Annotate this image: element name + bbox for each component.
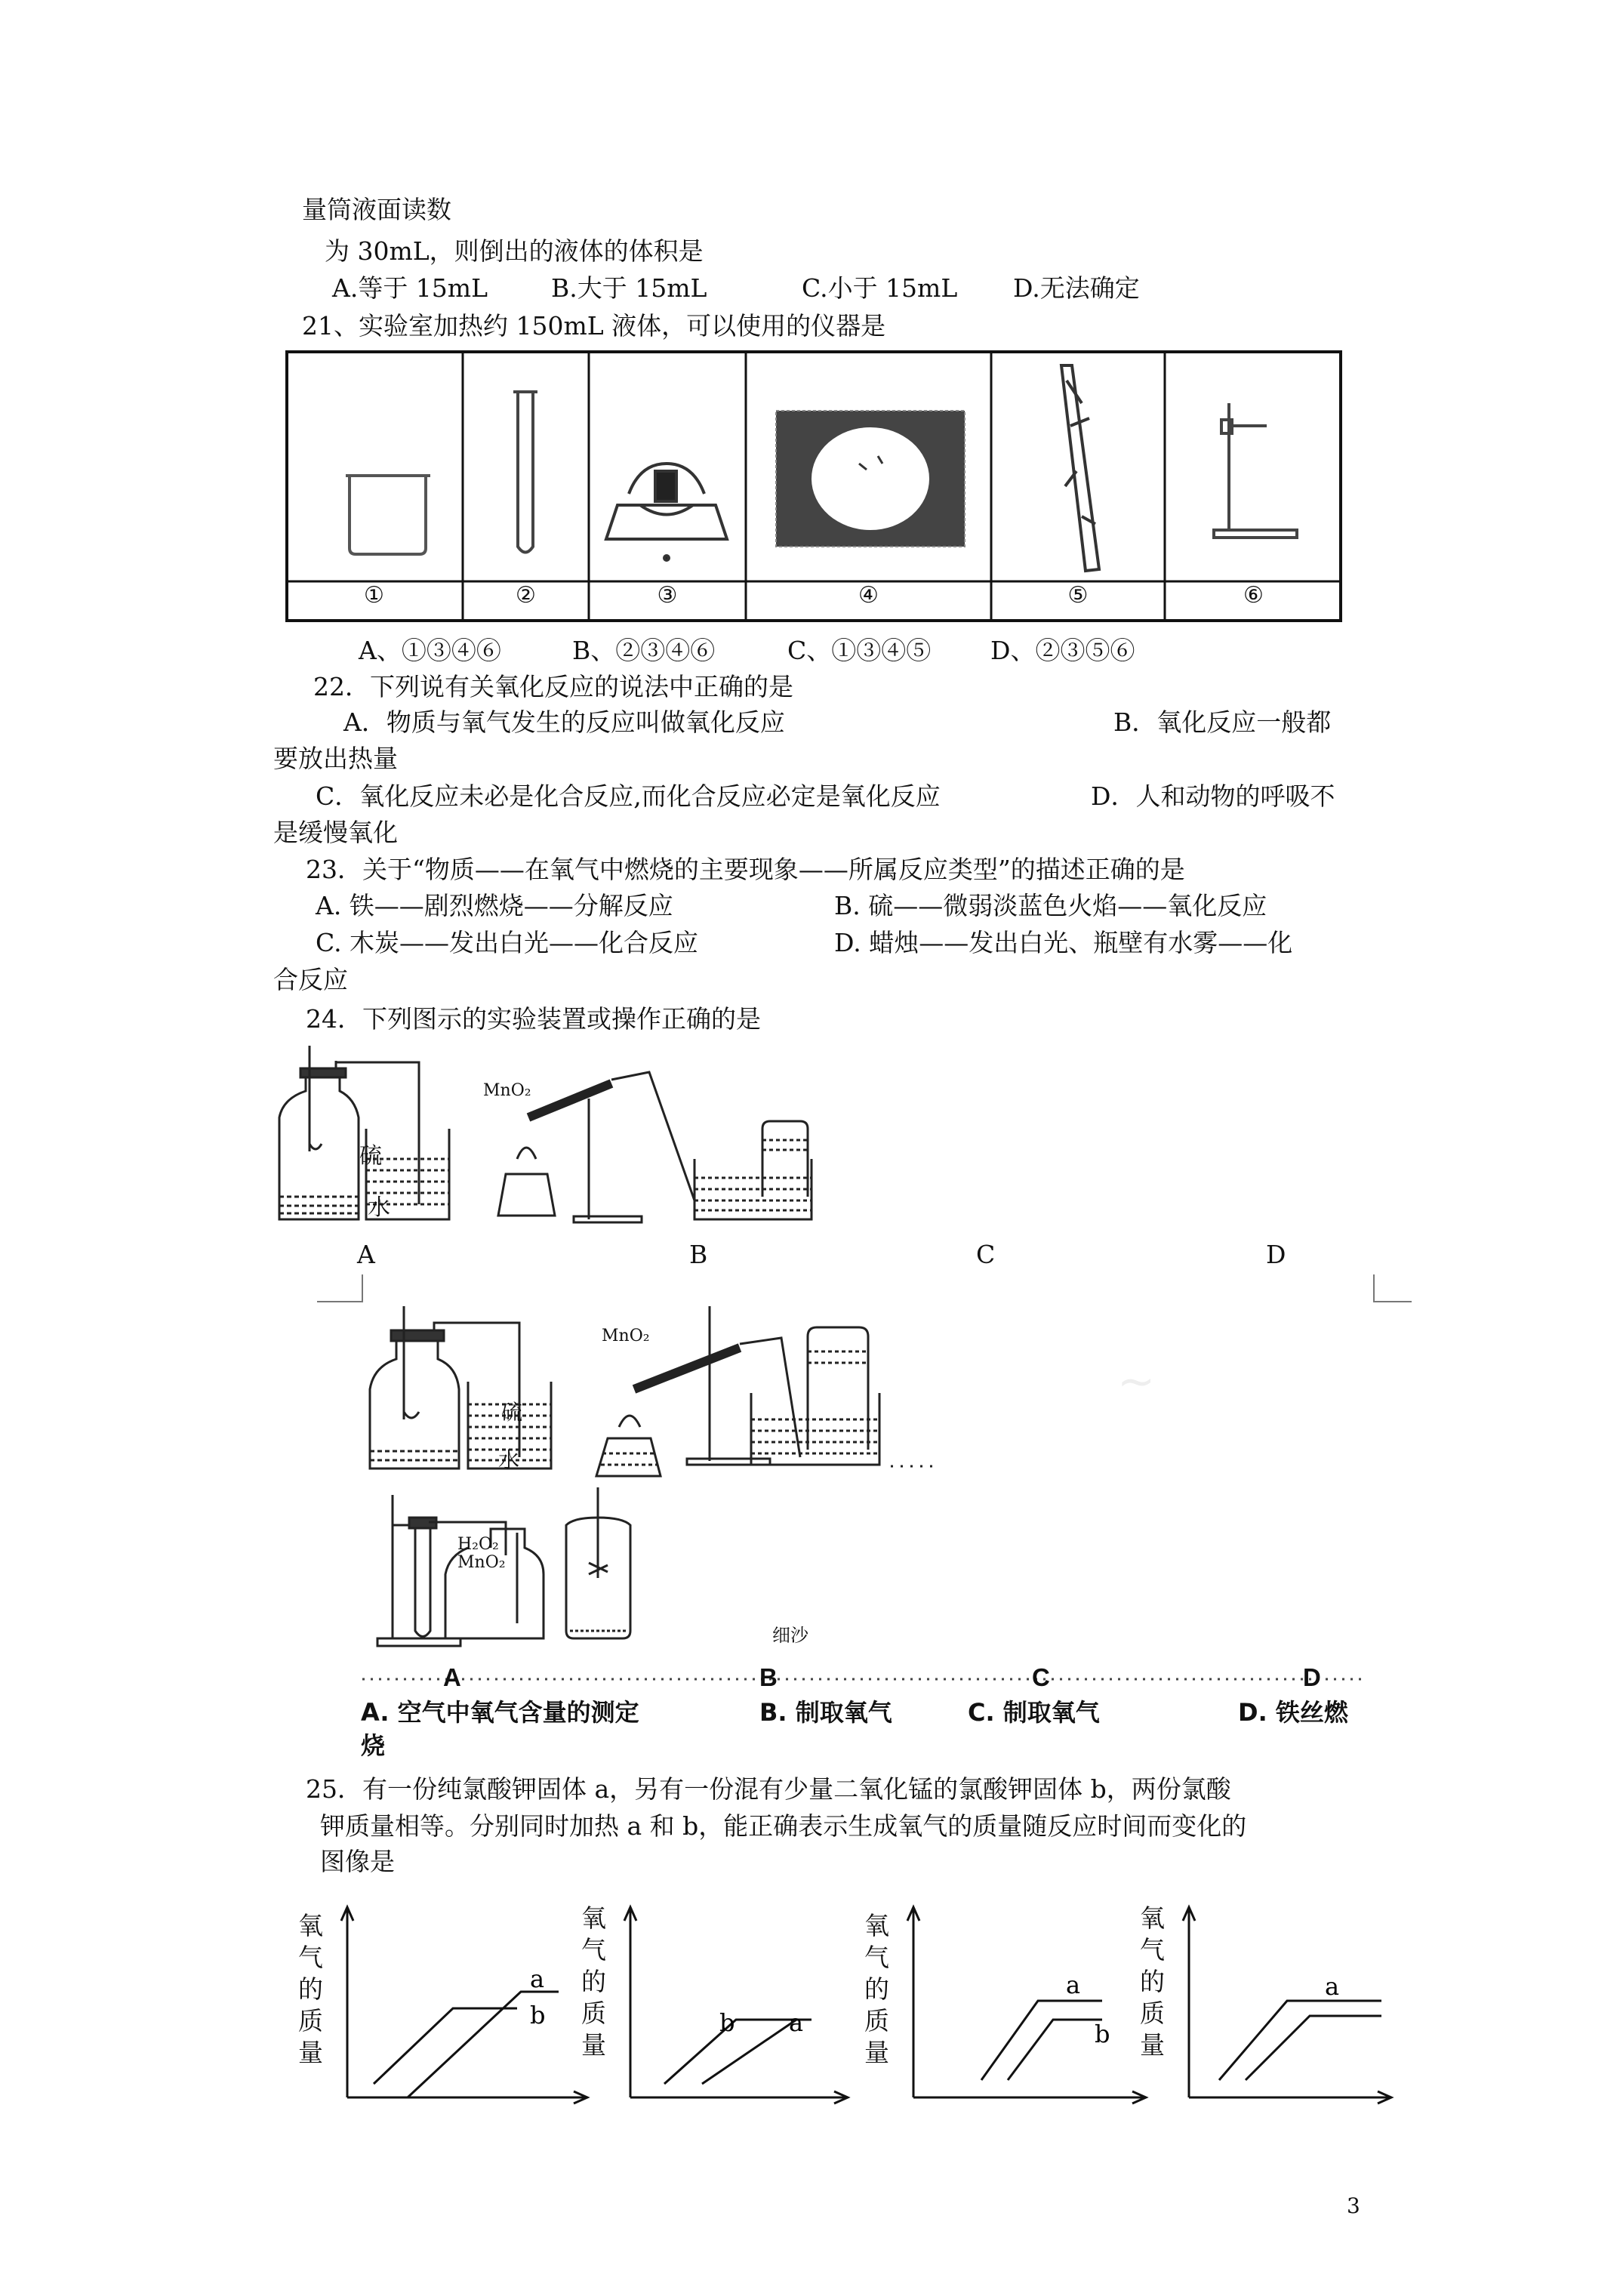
q23-stem: 23．关于“物质——在氧气中燃烧的主要现象——所属反应类型”的描述正确的是 bbox=[306, 855, 1185, 884]
q24-row-label-b: B bbox=[689, 1240, 708, 1269]
graph-2 bbox=[615, 1903, 857, 2129]
ylabel-char: 氧 bbox=[581, 1903, 606, 1933]
graph2-ylabel bbox=[581, 1903, 611, 2061]
graph-1 bbox=[332, 1903, 596, 2129]
q21-label-6: ⑥ bbox=[1243, 582, 1264, 609]
ylabel-char: 的 bbox=[1140, 1967, 1165, 1996]
q20-option-d: D.无法确定 bbox=[1013, 273, 1140, 303]
q24-row-label-a: A bbox=[357, 1240, 375, 1269]
wire-gauze-icon bbox=[776, 411, 965, 547]
q22-option-b-part1: B．氧化反应一般都 bbox=[1113, 707, 1332, 737]
graph-4 bbox=[1174, 1903, 1400, 2129]
graph3-label-a: a bbox=[1066, 1971, 1081, 1999]
ylabel-char: 量 bbox=[298, 2038, 323, 2067]
ylabel-char: 气 bbox=[298, 1943, 323, 1972]
crop-marks bbox=[317, 1274, 1412, 1305]
water-label: 水 bbox=[368, 1194, 390, 1221]
q21-label-3: ③ bbox=[657, 582, 678, 609]
q23-option-a: A. 铁——剧烈燃烧——分解反应 bbox=[316, 891, 673, 920]
q21-option-b: B、②③④⑥ bbox=[572, 636, 716, 665]
ylabel-char: 的 bbox=[864, 1974, 889, 2004]
q24-caption-wrap: 烧 bbox=[361, 1731, 386, 1760]
q20-option-b: B.大于 15mL bbox=[551, 273, 707, 303]
graph1-label-b: b bbox=[530, 2001, 546, 2029]
q24-caption-a: A. 空气中氧气含量的测定 bbox=[361, 1698, 639, 1727]
page-number: 3 bbox=[1347, 2193, 1360, 2218]
ylabel-char: 质 bbox=[1140, 1999, 1165, 2028]
graph4-label-a: a bbox=[1325, 1972, 1340, 2001]
ylabel-char: 质 bbox=[298, 2006, 323, 2036]
h2o2-label: H₂O₂ bbox=[457, 1535, 499, 1554]
iron-stand-icon bbox=[1214, 403, 1297, 538]
q21-instrument-table bbox=[285, 350, 1342, 622]
q25-line1: 25．有一份纯氯酸钾固体 a，另有一份混有少量二氧化锰的氯酸钾固体 b，两份氯酸 bbox=[306, 1774, 1231, 1804]
q24-fig-label-b: B bbox=[759, 1663, 778, 1691]
graph4-ylabel bbox=[1140, 1903, 1170, 2061]
q20-line1: 量筒液面读数 bbox=[302, 195, 451, 224]
q22-option-a: A．物质与氧气发生的反应叫做氧化反应 bbox=[343, 707, 785, 737]
ylabel-char: 气 bbox=[581, 1935, 606, 1965]
q25-line2: 钾质量相等。分别同时加热 a 和 b，能正确表示生成氧气的质量随反应时间而变化的 bbox=[320, 1811, 1247, 1841]
q24-row-label-d: D bbox=[1266, 1240, 1286, 1269]
ylabel-char: 质 bbox=[581, 1999, 606, 2028]
dotted-leader bbox=[362, 1676, 1366, 1682]
q21-label-5: ⑤ bbox=[1067, 582, 1089, 609]
ylabel-char: 氧 bbox=[864, 1911, 889, 1940]
q20-option-c: C.小于 15mL bbox=[802, 273, 958, 303]
sand-label: 细沙 bbox=[772, 1625, 808, 1646]
q21-option-c: C、①③④⑤ bbox=[787, 636, 932, 665]
ylabel-char: 氧 bbox=[1140, 1903, 1165, 1933]
q24-caption-b: B. 制取氧气 bbox=[759, 1698, 892, 1727]
q23-option-c: C. 木炭——发出白光——化合反应 bbox=[316, 928, 699, 957]
q21-label-4: ④ bbox=[858, 582, 879, 609]
alcohol-lamp-icon bbox=[606, 464, 727, 560]
q21-option-d: D、②③⑤⑥ bbox=[990, 636, 1135, 665]
q21-stem: 21、实验室加热约 150mL 液体，可以使用的仪器是 bbox=[302, 311, 886, 341]
q21-label-2: ② bbox=[516, 582, 536, 609]
svg-text:~: ~ bbox=[1117, 1355, 1156, 1408]
q21-label-1: ① bbox=[364, 582, 384, 609]
q24-fig-label-d: D bbox=[1303, 1663, 1321, 1691]
q23-option-d-part2: 合反应 bbox=[273, 965, 348, 994]
q24-stem: 24．下列图示的实验装置或操作正确的是 bbox=[306, 1004, 761, 1034]
water-label-2: 水 bbox=[498, 1447, 520, 1472]
q25-line3: 图像是 bbox=[320, 1847, 395, 1876]
ylabel-char: 的 bbox=[298, 1974, 323, 2004]
q23-option-d-part1: D. 蜡烛——发出白光、瓶壁有水雾——化 bbox=[834, 928, 1293, 957]
q22-stem: 22．下列说有关氧化反应的说法中正确的是 bbox=[313, 672, 793, 701]
graph3-label-b: b bbox=[1095, 2020, 1110, 2048]
q22-option-c: C．氧化反应未必是化合反应,而化合反应必定是氧化反应 bbox=[316, 781, 941, 811]
q20-option-a: A.等于 15mL bbox=[332, 273, 488, 303]
graph3-ylabel bbox=[864, 1910, 895, 2069]
graph2-label-a: a bbox=[789, 2008, 804, 2037]
q21-option-a: A、①③④⑥ bbox=[359, 636, 501, 665]
q23-option-b: B. 硫——微弱淡蓝色火焰——氧化反应 bbox=[834, 891, 1267, 920]
q22-option-d-part2: 是缓慢氧化 bbox=[273, 818, 398, 847]
mno2-label: MnO₂ bbox=[483, 1081, 531, 1100]
q24-apparatus-row-2 bbox=[362, 1306, 1389, 1706]
graph2-label-b: b bbox=[719, 2008, 735, 2037]
q24-caption-d: D. 铁丝燃 bbox=[1238, 1698, 1348, 1727]
q24-fig-label-a: A bbox=[443, 1663, 461, 1691]
q24-fig-label-c: C bbox=[1032, 1663, 1050, 1691]
ylabel-char: 气 bbox=[864, 1943, 889, 1972]
ylabel-char: 质 bbox=[864, 2006, 889, 2036]
ylabel-char: 量 bbox=[581, 2030, 606, 2060]
ylabel-char: 量 bbox=[1140, 2030, 1165, 2060]
test-tube-holder-icon bbox=[1061, 365, 1099, 571]
mno2-label-3: MnO₂ bbox=[457, 1553, 506, 1572]
test-tube-icon bbox=[513, 392, 537, 553]
q24-row-label-c: C bbox=[976, 1240, 996, 1269]
sulfur-label: 硫 bbox=[359, 1143, 382, 1170]
sulfur-label-2: 硫 bbox=[501, 1400, 523, 1425]
graph1-label-a: a bbox=[530, 1965, 545, 1993]
ylabel-char: 量 bbox=[864, 2038, 889, 2067]
ylabel-char: 气 bbox=[1140, 1935, 1165, 1965]
graph-3 bbox=[898, 1903, 1155, 2129]
q22-option-d-part1: D．人和动物的呼吸不 bbox=[1091, 781, 1335, 811]
q24-caption-c: C. 制取氧气 bbox=[968, 1698, 1100, 1727]
q22-option-b-part2: 要放出热量 bbox=[273, 744, 398, 773]
beaker-icon bbox=[346, 476, 430, 554]
q20-line2: 为 30mL，则倒出的液体的体积是 bbox=[325, 236, 704, 266]
ylabel-char: 的 bbox=[581, 1967, 606, 1996]
mno2-label-2: MnO₂ bbox=[602, 1327, 650, 1345]
ylabel-char: 氧 bbox=[298, 1911, 323, 1940]
graph1-ylabel bbox=[298, 1910, 328, 2069]
